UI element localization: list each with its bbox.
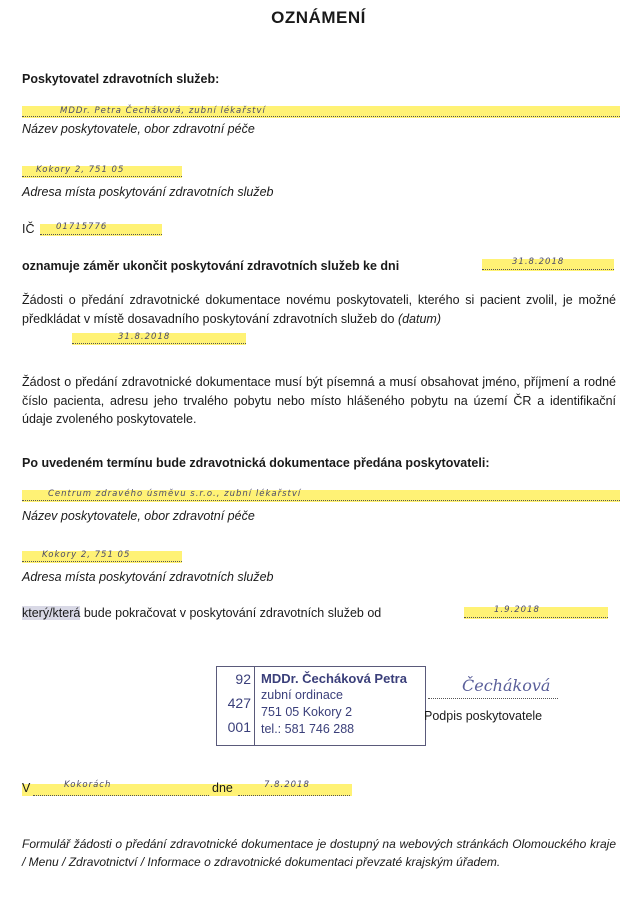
ic-value[interactable]: 01715776 — [56, 222, 108, 232]
continue-text: bude pokračovat v poskytování zdravotních služeb od — [83, 606, 382, 620]
end-notice-text: oznamuje záměr ukončit poskytování zdravotních služeb ke dni — [22, 259, 400, 273]
stamp-name: MDDr. Čecháková Petra — [261, 671, 407, 686]
continue-prefix: který/která — [22, 606, 81, 620]
new-address-value[interactable]: Kokory 2, 751 05 — [42, 550, 131, 560]
stamp-numbers — [217, 667, 255, 745]
end-date-value[interactable]: 31.8.2018 — [512, 257, 565, 267]
requirements-paragraph: Žádost o předání zdravotnické dokumentace musí být písemná a musí obsahovat jméno, příjmení a rodné číslo pacienta, adresu jeho trvalého pobytu nebo místo hlášeného pobytu na území ČR a identifikační údaje zvoleného poskytovatele. — [22, 375, 616, 426]
footer-note: Formulář žádosti o předání zdravotnické dokumentace je dostupný na webových stránkách Olomouckého kraje / Menu / Zdravotnictví / Informace o zdravotnické dokumentaci převzaté krajským úřadem. — [22, 837, 616, 869]
stamp-line-2: 751 05 Kokory 2 — [261, 705, 353, 719]
stamp-line-1: zubní ordinace — [261, 688, 344, 702]
handwritten-signature: Čecháková — [462, 676, 551, 695]
provider-heading: Poskytovatel zdravotních služeb: — [22, 72, 220, 86]
request-paragraph-text: Žádosti o předání zdravotnické dokumentace novému poskytovateli, kterého si pacient zvolil, je možné předkládat v místě dosavadního poskytování zdravotních služeb do — [22, 293, 616, 326]
datum-label: (datum) — [397, 311, 442, 326]
signature-caption: Podpis poskytovatele — [424, 709, 543, 723]
address-value[interactable]: Kokory 2, 751 05 — [36, 165, 125, 175]
provider-stamp — [216, 666, 426, 746]
ic-label: IČ — [22, 222, 35, 236]
stamp-number-2: 427 — [227, 695, 251, 711]
signature-line — [428, 688, 558, 699]
request-paragraph — [22, 291, 616, 328]
stamp-line-3: tel.: 581 746 288 — [261, 722, 355, 736]
new-address-caption: Adresa místa poskytování zdravotních služeb — [22, 570, 274, 584]
request-date-value[interactable]: 31.8.2018 — [118, 332, 171, 342]
new-provider-name-caption: Název poskytovatele, obor zdravotní péče — [22, 509, 255, 523]
stamp-number-3: 001 — [227, 719, 251, 735]
place-line — [33, 785, 209, 796]
dne-label: dne — [212, 781, 233, 795]
new-provider-name-value[interactable]: Centrum zdravého úsměvu s.r.o., zubní lékařství — [48, 489, 302, 499]
continue-date-value[interactable]: 1.9.2018 — [494, 605, 540, 615]
stamp-number-1: 92 — [235, 671, 251, 687]
document-title: OZNÁMENÍ — [271, 8, 366, 27]
address-caption: Adresa místa poskytování zdravotních služeb — [22, 185, 274, 199]
place-value[interactable]: Kokorách — [64, 780, 112, 790]
provider-name-caption: Název poskytovatele, obor zdravotní péče — [22, 122, 255, 136]
transfer-heading: Po uvedeném termínu bude zdravotnická dokumentace předána poskytovateli: — [22, 456, 490, 470]
date-value[interactable]: 7.8.2018 — [264, 780, 310, 790]
v-label: V — [22, 781, 31, 795]
provider-name-value[interactable]: MDDr. Petra Čecháková, zubní lékařství — [60, 106, 266, 116]
continue-line — [22, 606, 381, 620]
